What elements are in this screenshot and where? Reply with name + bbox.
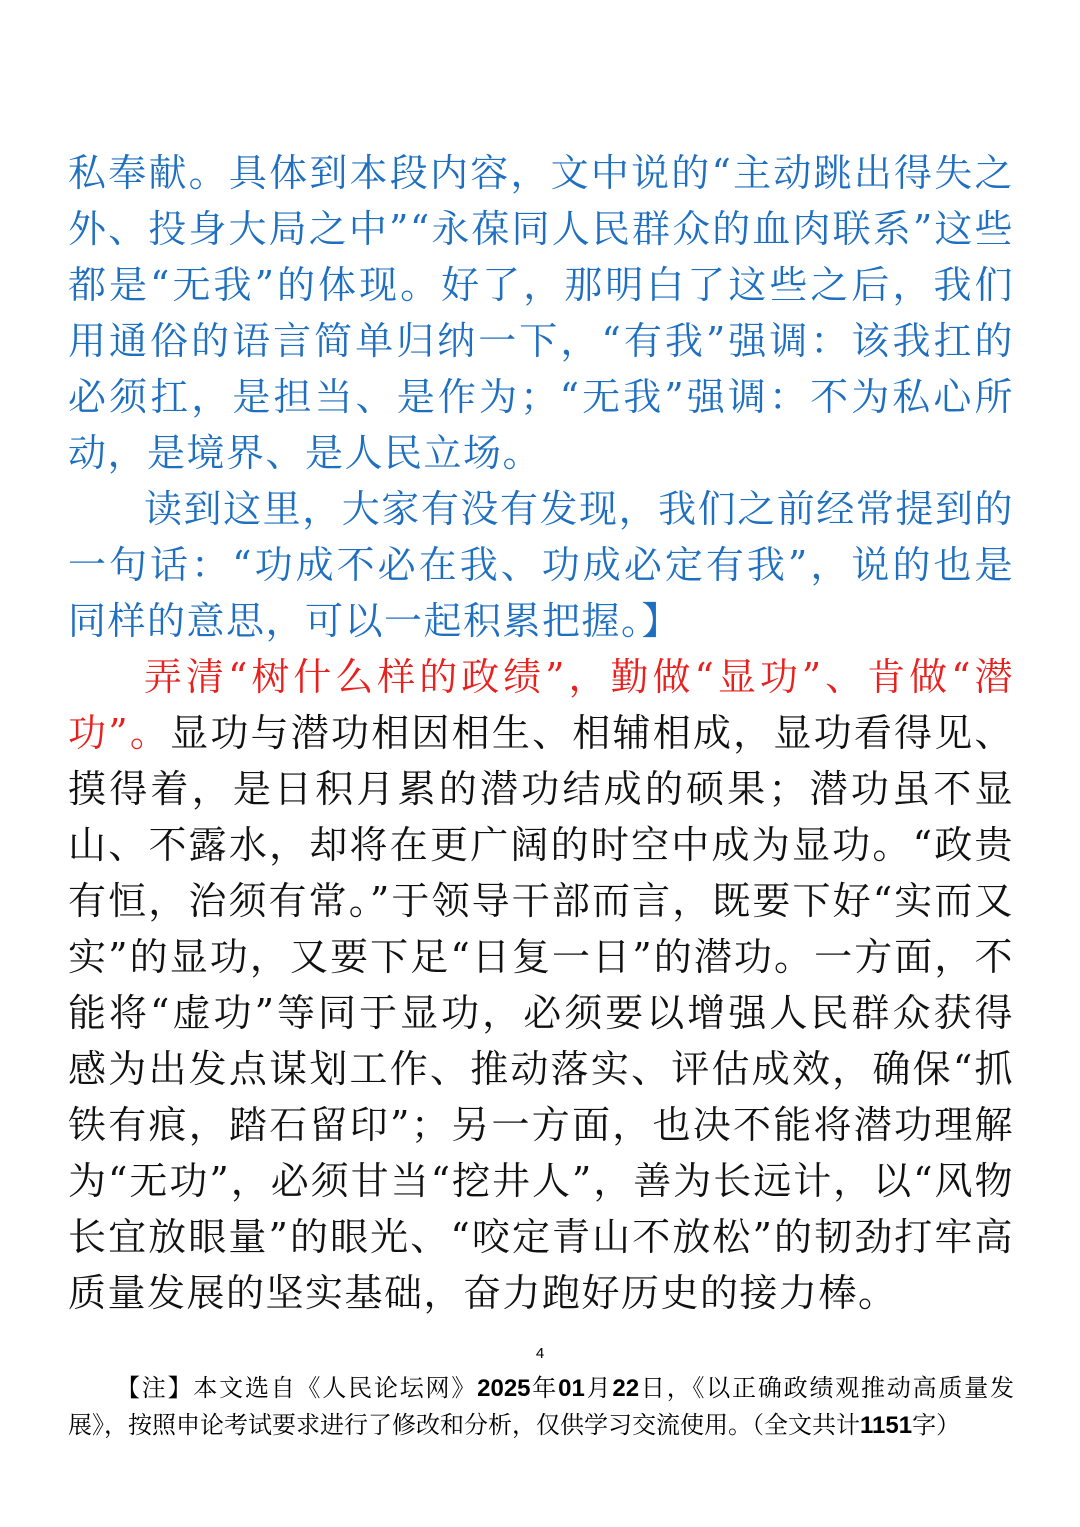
document-body xyxy=(68,145,1014,1321)
analysis-paragraph-1: 私奉献。具体到本段内容，文中说的“主动跳出得失之外、投身大局之中”“永葆同人民群众的血肉联系”这些都是“无我”的体现。好了，那明白了这些之后，我们用通俗的语言简单归纳一下，“有我”强调：该我扛的必须扛，是担当、是作为；“无我”强调：不为私心所动，是境界、是人民立场。 xyxy=(68,151,1014,475)
footnote-text-b: 年 xyxy=(530,1374,559,1402)
section-paragraph xyxy=(68,649,1014,1321)
page-number: 4 xyxy=(535,1345,545,1362)
footnote-text-d: 日，《以正确政绩观推动高质量发展》，按照申论考试要求进行了修改和分析，仅供学习交流使用。（全文共计 xyxy=(68,1374,1015,1439)
footnote-text-e: 字） xyxy=(912,1411,961,1439)
section-body: 显功与潜功相因相生、相辅相成，显功看得见、摸得着，是日积月累的潜功结成的硕果；潜功虽不显山、不露水，却将在更广阔的时空中成为显功。“政贵有恒，治须有常。”于领导干部而言，既要下好“实而又实”的显功，又要下足“日复一日”的潜功。一方面，不能将“虚功”等同于显功，必须要以增强人民群众获得感为出发点谋划工作、推动落实、评估成效，确保“抓铁有痕，踏石留印”；另一方面，也决不能将潜功理解为“无功”，必须甘当“挖井人”，善为长远计，以“风物长宜放眼量”的眼光、“咬定青山不放松”的韧劲打牢高质量发展的坚实基础，奋力跑好历史的接力棒。 xyxy=(68,711,1014,1315)
footnote-year: 2025 xyxy=(477,1375,531,1402)
section-heading: 弄清“树什么样的政绩”，勤做“显功”、肯做“潜功”。 xyxy=(68,655,1014,755)
footnote-month: 01 xyxy=(558,1375,585,1402)
analysis-paragraph-2: 读到这里，大家有没有发现，我们之前经常提到的一句话：“功成不必在我、功成必定有我”，说的也是同样的意思，可以一起积累把握。】 xyxy=(68,487,1014,643)
footnote xyxy=(68,1370,1014,1444)
footnote-day: 22 xyxy=(612,1375,640,1402)
footnote-text-c: 月 xyxy=(584,1374,613,1402)
footnote-text-a: 【注】本文选自《人民论坛网》 xyxy=(116,1374,478,1402)
footnote-word-count: 1151 xyxy=(860,1412,913,1439)
